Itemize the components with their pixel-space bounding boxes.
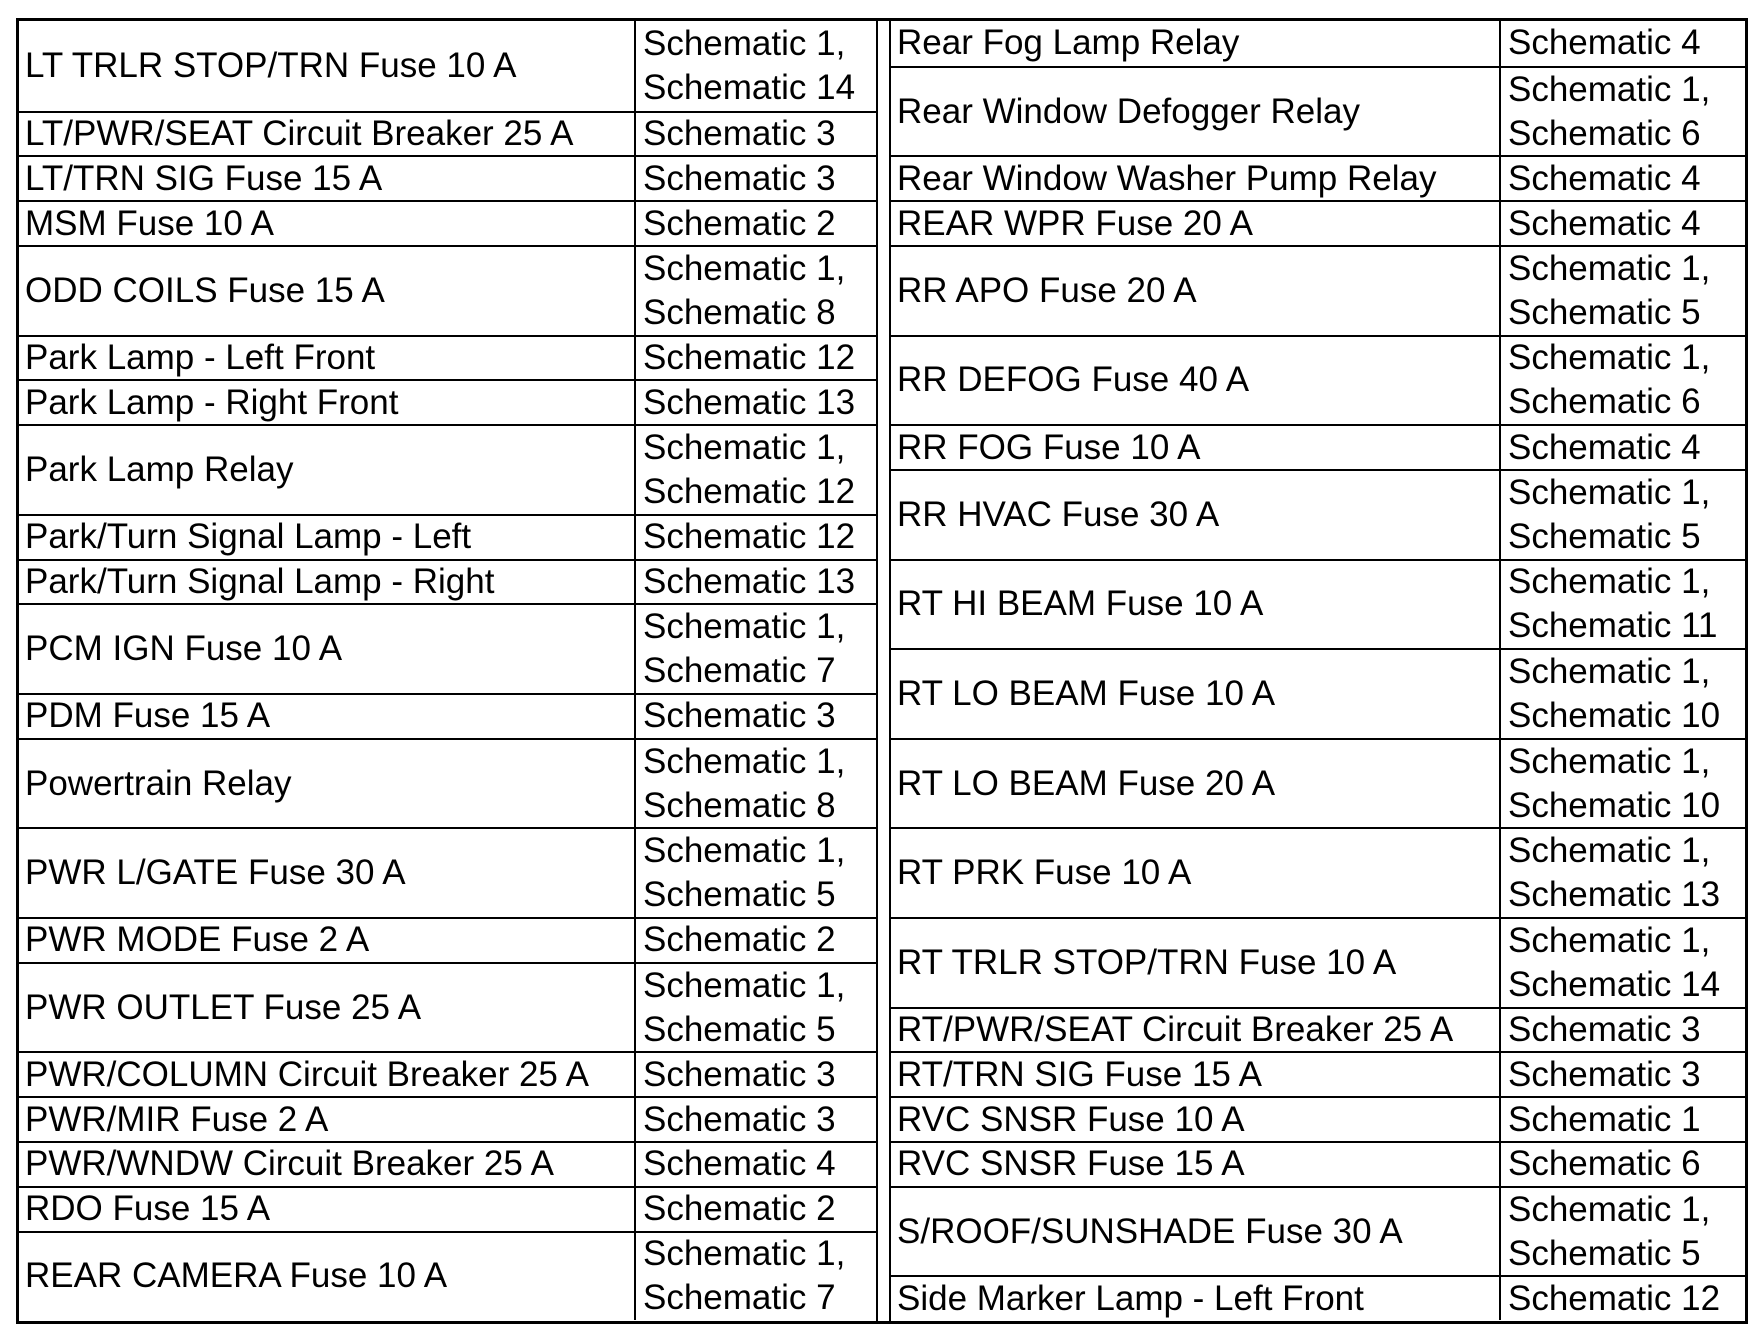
schematic-reference — [634, 1098, 876, 1141]
component-name: Park Lamp - Left Front — [25, 337, 376, 377]
table-row — [19, 1096, 876, 1141]
table-row — [19, 379, 876, 424]
schematic-link[interactable]: Schematic 2 — [643, 1189, 836, 1229]
component-name: Rear Window Washer Pump Relay — [897, 158, 1437, 198]
schematic-reference — [1499, 561, 1745, 649]
schematic-reference — [1499, 740, 1745, 828]
table-row — [891, 66, 1745, 156]
schematic-reference — [1499, 1143, 1745, 1186]
table-row — [891, 1007, 1745, 1052]
schematic-link[interactable]: Schematic 1, — [643, 23, 846, 63]
schematic-reference — [634, 829, 876, 917]
table-row — [891, 200, 1745, 245]
schematic-reference — [1499, 68, 1745, 156]
schematic-link[interactable]: Schematic 11 — [1508, 606, 1718, 646]
table-row — [19, 1186, 876, 1231]
component-name: LT TRLR STOP/TRN Fuse 10 A — [25, 45, 517, 85]
component-name: Park Lamp Relay — [25, 449, 294, 489]
right-table — [891, 21, 1745, 1321]
schematic-link[interactable]: Schematic 7 — [643, 1278, 836, 1318]
component-name: PWR/COLUMN Circuit Breaker 25 A — [25, 1054, 590, 1094]
component-name: RVC SNSR Fuse 10 A — [897, 1099, 1245, 1139]
table-row — [891, 155, 1745, 200]
schematic-reference — [1499, 1053, 1745, 1096]
component-name: RT LO BEAM Fuse 20 A — [897, 763, 1276, 803]
schematic-link[interactable]: Schematic 12 — [643, 517, 856, 557]
schematic-reference — [1499, 202, 1745, 245]
schematic-link[interactable]: Schematic 1, — [1508, 69, 1711, 109]
schematic-reference — [1499, 919, 1745, 1007]
schematic-reference — [634, 1233, 876, 1321]
schematic-link[interactable]: Schematic 13 — [643, 382, 856, 422]
schematic-reference — [634, 1188, 876, 1231]
schematic-link[interactable]: Schematic 3 — [1508, 1054, 1701, 1094]
table-row — [19, 514, 876, 559]
schematic-reference — [634, 247, 876, 335]
schematic-reference — [634, 1143, 876, 1186]
schematic-link[interactable]: Schematic 4 — [1508, 23, 1701, 63]
table-row — [19, 1141, 876, 1186]
component-name: PWR MODE Fuse 2 A — [25, 920, 370, 960]
schematic-link[interactable]: Schematic 14 — [643, 67, 856, 107]
schematic-reference — [634, 561, 876, 604]
schematic-link[interactable]: Schematic 10 — [1508, 785, 1721, 825]
table-row — [891, 21, 1745, 66]
component-name: LT/TRN SIG Fuse 15 A — [25, 158, 383, 198]
component-name: RT PRK Fuse 10 A — [897, 853, 1192, 893]
schematic-reference — [634, 21, 876, 111]
schematic-reference — [1499, 1098, 1745, 1141]
component-name: RT/PWR/SEAT Circuit Breaker 25 A — [897, 1009, 1454, 1049]
schematic-link[interactable]: Schematic 4 — [643, 1144, 836, 1184]
component-name: S/ROOF/SUNSHADE Fuse 30 A — [897, 1211, 1403, 1251]
schematic-reference — [1499, 337, 1745, 425]
schematic-link[interactable]: Schematic 1, — [643, 248, 846, 288]
schematic-link[interactable]: Schematic 7 — [643, 651, 836, 691]
schematic-reference — [634, 605, 876, 693]
table-row — [891, 648, 1745, 738]
table-row — [891, 1275, 1745, 1320]
schematic-link[interactable]: Schematic 2 — [643, 203, 836, 243]
schematic-link[interactable]: Schematic 1, — [643, 831, 846, 871]
schematic-link[interactable]: Schematic 12 — [643, 337, 856, 377]
schematic-link[interactable]: Schematic 3 — [643, 1099, 836, 1139]
schematic-link[interactable]: Schematic 5 — [643, 875, 836, 915]
left-table — [19, 21, 876, 1321]
component-name: PWR L/GATE Fuse 30 A — [25, 853, 406, 893]
schematic-link[interactable]: Schematic 5 — [1508, 1233, 1701, 1273]
table-row — [19, 200, 876, 245]
table-row — [891, 469, 1745, 559]
table-row — [891, 827, 1745, 917]
schematic-link[interactable]: Schematic 1, — [1508, 248, 1711, 288]
schematic-link[interactable]: Schematic 4 — [1508, 427, 1701, 467]
component-name: PWR/MIR Fuse 2 A — [25, 1099, 329, 1139]
schematic-link[interactable]: Schematic 1, — [1508, 562, 1711, 602]
schematic-link[interactable]: Schematic 3 — [643, 696, 836, 736]
table-row — [19, 1231, 876, 1321]
table-row — [19, 738, 876, 828]
table-row — [19, 111, 876, 156]
schematic-link[interactable]: Schematic 1, — [1508, 338, 1711, 378]
schematic-reference — [634, 695, 876, 738]
component-name: RR APO Fuse 20 A — [897, 270, 1197, 310]
schematic-link[interactable]: Schematic 12 — [1508, 1278, 1721, 1318]
table-row — [19, 21, 876, 111]
component-name: RT LO BEAM Fuse 10 A — [897, 673, 1276, 713]
schematic-link[interactable]: Schematic 3 — [1508, 1009, 1701, 1049]
schematic-link[interactable]: Schematic 5 — [643, 1009, 836, 1049]
schematic-link[interactable]: Schematic 14 — [1508, 964, 1721, 1004]
component-name: RDO Fuse 15 A — [25, 1189, 271, 1229]
component-name: REAR WPR Fuse 20 A — [897, 203, 1253, 243]
schematic-reference — [1499, 1009, 1745, 1052]
schematic-link[interactable]: Schematic 13 — [1508, 875, 1721, 915]
schematic-reference — [634, 381, 876, 424]
schematic-reference — [634, 1053, 876, 1096]
component-name: RR HVAC Fuse 30 A — [897, 494, 1220, 534]
table-row — [891, 1186, 1745, 1276]
table-row — [19, 693, 876, 738]
component-name: RR FOG Fuse 10 A — [897, 427, 1201, 467]
schematic-reference — [1499, 1277, 1745, 1320]
schematic-link[interactable]: Schematic 1, — [1508, 741, 1711, 781]
schematic-reference — [1499, 650, 1745, 738]
column-divider — [876, 21, 891, 1321]
schematic-link[interactable]: Schematic 13 — [643, 561, 856, 601]
table-row — [891, 559, 1745, 649]
table-row — [19, 1051, 876, 1096]
schematic-reference — [1499, 247, 1745, 335]
table-row — [891, 738, 1745, 828]
schematic-link[interactable]: Schematic 1, — [643, 965, 846, 1005]
table-row — [19, 603, 876, 693]
component-name: RT TRLR STOP/TRN Fuse 10 A — [897, 942, 1397, 982]
schematic-link[interactable]: Schematic 6 — [1508, 1144, 1701, 1184]
schematic-link[interactable]: Schematic 1, — [643, 1234, 846, 1274]
component-name: PWR/WNDW Circuit Breaker 25 A — [25, 1144, 554, 1184]
component-name: Park Lamp - Right Front — [25, 382, 399, 422]
schematic-reference — [1499, 426, 1745, 469]
component-name: ODD COILS Fuse 15 A — [25, 270, 385, 310]
schematic-reference — [634, 426, 876, 514]
component-name: LT/PWR/SEAT Circuit Breaker 25 A — [25, 114, 574, 153]
schematic-link[interactable]: Schematic 6 — [1508, 113, 1701, 153]
table-row — [891, 335, 1745, 425]
schematic-link[interactable]: Schematic 10 — [1508, 695, 1721, 735]
schematic-link[interactable]: Schematic 5 — [1508, 516, 1701, 556]
component-name: Rear Fog Lamp Relay — [897, 23, 1240, 63]
component-name: RT HI BEAM Fuse 10 A — [897, 584, 1264, 624]
schematic-link[interactable]: Schematic 3 — [643, 114, 836, 153]
schematic-link[interactable]: Schematic 1, — [1508, 472, 1711, 512]
schematic-reference — [634, 516, 876, 559]
schematic-link[interactable]: Schematic 3 — [643, 158, 836, 198]
component-name: Park/Turn Signal Lamp - Left — [25, 517, 472, 557]
schematic-link[interactable]: Schematic 1, — [643, 427, 846, 467]
component-name: MSM Fuse 10 A — [25, 203, 274, 243]
component-name: Rear Window Defogger Relay — [897, 91, 1360, 131]
schematic-reference — [1499, 157, 1745, 200]
schematic-link[interactable]: Schematic 1, — [1508, 651, 1711, 691]
component-name: Powertrain Relay — [25, 763, 292, 803]
schematic-link[interactable]: Schematic 5 — [1508, 292, 1701, 332]
table-row — [19, 962, 876, 1052]
schematic-link[interactable]: Schematic 6 — [1508, 382, 1701, 422]
schematic-link[interactable]: Schematic 4 — [1508, 158, 1701, 198]
table-row — [891, 1141, 1745, 1186]
schematic-reference — [1499, 1188, 1745, 1276]
schematic-reference — [634, 740, 876, 828]
schematic-link[interactable]: Schematic 4 — [1508, 203, 1701, 243]
table-row — [891, 424, 1745, 469]
table-row — [19, 917, 876, 962]
table-row — [19, 827, 876, 917]
schematic-reference — [1499, 21, 1745, 66]
table-row — [19, 155, 876, 200]
schematic-link[interactable]: Schematic 8 — [643, 785, 836, 825]
schematic-reference — [634, 964, 876, 1052]
schematic-reference — [634, 919, 876, 962]
component-index-table — [16, 18, 1748, 1324]
component-name: RT/TRN SIG Fuse 15 A — [897, 1054, 1263, 1094]
schematic-reference — [1499, 471, 1745, 559]
schematic-link[interactable]: Schematic 1, — [643, 607, 846, 647]
schematic-link[interactable]: Schematic 1, — [1508, 920, 1711, 960]
component-name: PCM IGN Fuse 10 A — [25, 629, 343, 669]
table-row — [891, 245, 1745, 335]
table-row — [19, 335, 876, 380]
schematic-link[interactable]: Schematic 1, — [1508, 831, 1711, 871]
schematic-reference — [1499, 829, 1745, 917]
component-name: RVC SNSR Fuse 15 A — [897, 1144, 1245, 1184]
table-row — [19, 424, 876, 514]
schematic-link[interactable]: Schematic 1, — [1508, 1189, 1711, 1229]
schematic-reference — [634, 202, 876, 245]
table-row — [891, 917, 1745, 1007]
component-name: Park/Turn Signal Lamp - Right — [25, 561, 495, 601]
table-row — [19, 559, 876, 604]
table-row — [19, 245, 876, 335]
schematic-link[interactable]: Schematic 1, — [643, 741, 846, 781]
table-row — [891, 1051, 1745, 1096]
schematic-link[interactable]: Schematic 12 — [643, 471, 856, 511]
component-name: PWR OUTLET Fuse 25 A — [25, 987, 422, 1027]
component-name: RR DEFOG Fuse 40 A — [897, 360, 1250, 400]
schematic-link[interactable]: Schematic 1 — [1508, 1099, 1701, 1139]
schematic-reference — [634, 337, 876, 380]
component-name: REAR CAMERA Fuse 10 A — [25, 1256, 448, 1296]
schematic-link[interactable]: Schematic 3 — [643, 1054, 836, 1094]
component-name: PDM Fuse 15 A — [25, 696, 271, 736]
schematic-reference — [634, 113, 876, 156]
component-name: Side Marker Lamp - Left Front — [897, 1278, 1364, 1318]
schematic-reference — [634, 157, 876, 200]
schematic-link[interactable]: Schematic 8 — [643, 292, 836, 332]
schematic-link[interactable]: Schematic 2 — [643, 920, 836, 960]
table-row — [891, 1096, 1745, 1141]
